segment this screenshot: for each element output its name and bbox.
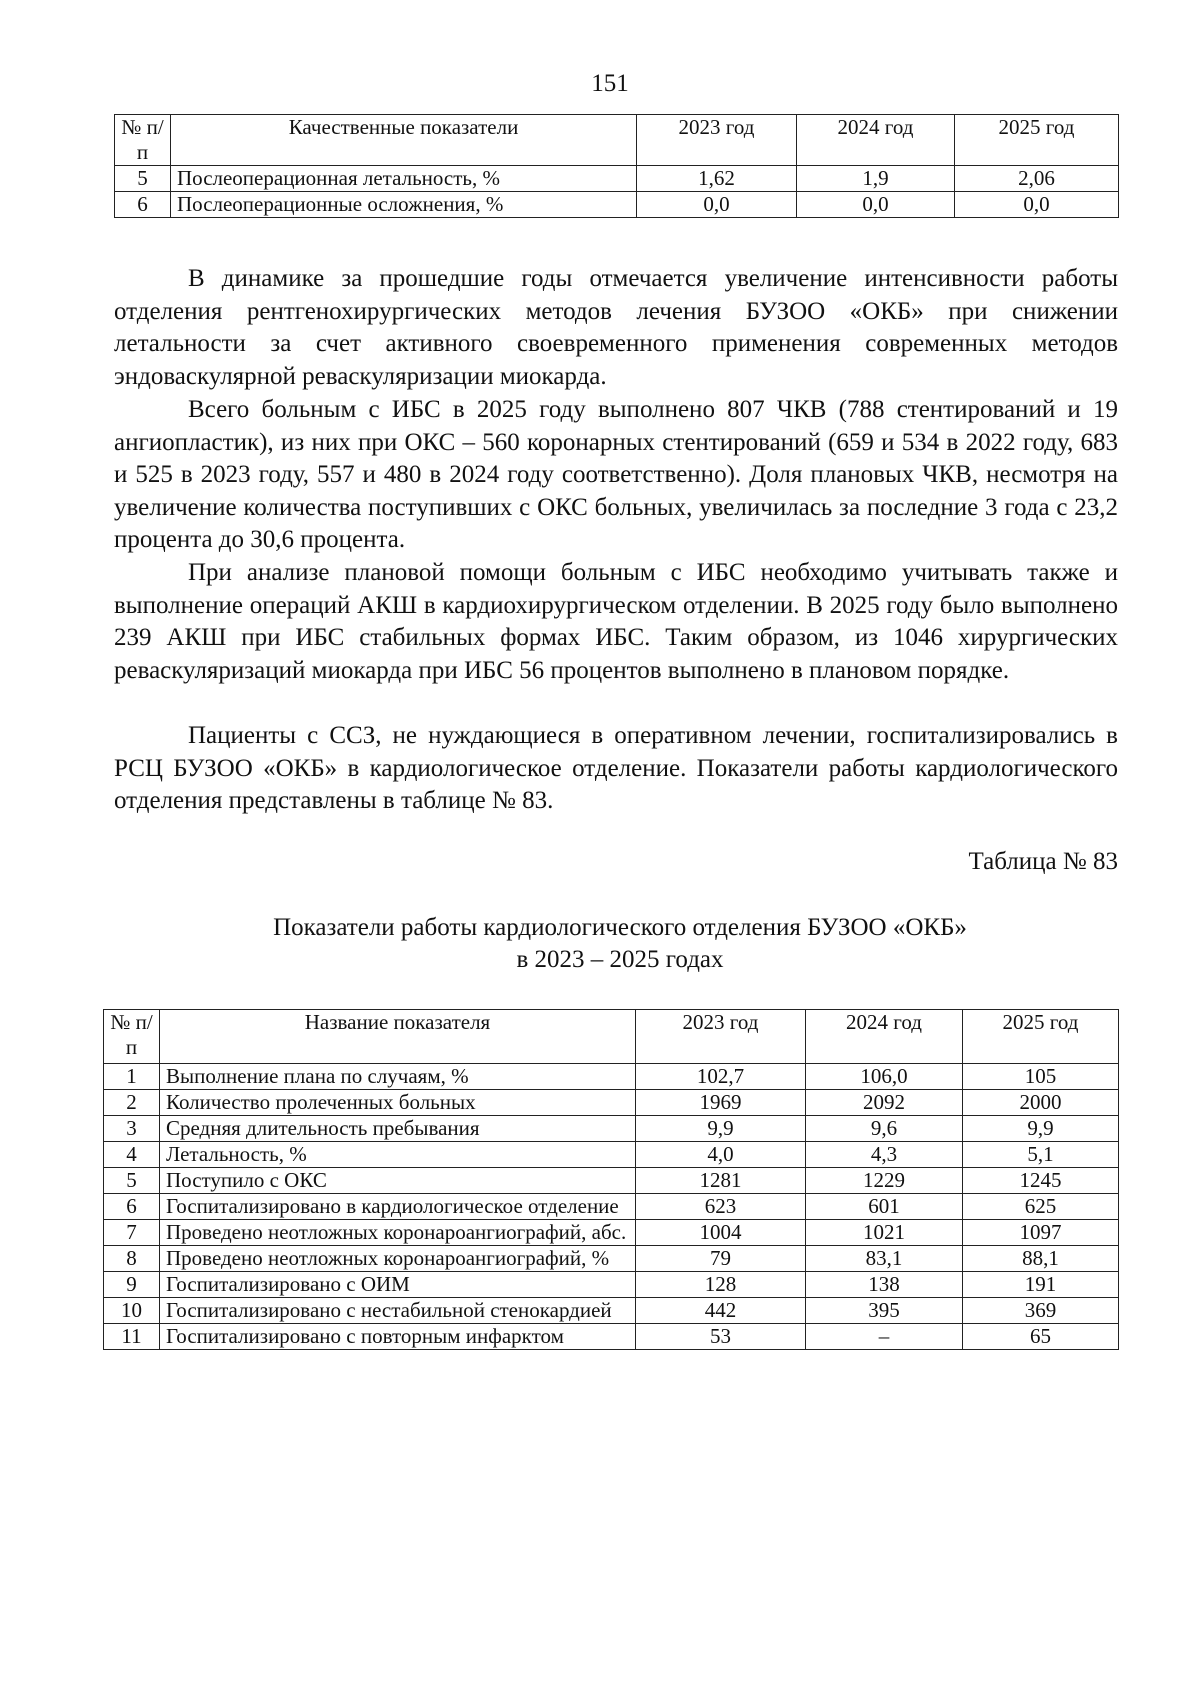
table-cell: 395 (806, 1298, 963, 1324)
table-cell: 369 (963, 1298, 1119, 1324)
table-cell: 625 (963, 1194, 1119, 1220)
column-header: Название показателя (160, 1010, 636, 1064)
table-header-row (104, 1010, 1119, 1064)
table-cell: – (806, 1324, 963, 1350)
table-subtitle: в 2023 – 2025 годах (516, 946, 724, 973)
table-cell: 65 (963, 1324, 1119, 1350)
table-row (104, 1090, 1119, 1116)
table-row (104, 1220, 1119, 1246)
table-cell: 2,06 (955, 166, 1119, 192)
table-cell: 9,9 (963, 1116, 1119, 1142)
table-cell: 6 (104, 1194, 160, 1220)
paragraph: Пациенты с ССЗ, не нуждающиеся в оперативном лечении, госпитализировались в РСЦ БУЗОО «ОКБ» в кардиологическое отделение. Показатели работы кардиологического отделения представлены в таблице № 83. (114, 722, 1118, 815)
table-label: Таблица № 83 (968, 848, 1118, 875)
table-cell: 53 (636, 1324, 806, 1350)
table-cell: 4,0 (636, 1142, 806, 1168)
table-row (104, 1116, 1119, 1142)
table-cell: 105 (963, 1064, 1119, 1090)
quality-indicators-table (114, 114, 1119, 218)
table-cell: 1 (104, 1064, 160, 1090)
table-row (104, 1194, 1119, 1220)
table-cell: 5 (104, 1168, 160, 1194)
table-cell: Послеоперационная летальность, % (171, 166, 637, 192)
table-cell: Летальность, % (160, 1142, 636, 1168)
table-cell: 1097 (963, 1220, 1119, 1246)
table-cell: 1,9 (797, 166, 955, 192)
table-cell: 5,1 (963, 1142, 1119, 1168)
table-cell: 7 (104, 1220, 160, 1246)
table-cell: 1004 (636, 1220, 806, 1246)
table-row (104, 1324, 1119, 1350)
column-header: 2025 год (955, 115, 1119, 166)
table-cell: 1021 (806, 1220, 963, 1246)
table-row (115, 166, 1119, 192)
table-cell: 6 (115, 192, 171, 218)
table-cell: 79 (636, 1246, 806, 1272)
table-cell: 0,0 (637, 192, 797, 218)
table-cell: 0,0 (797, 192, 955, 218)
table-cell: 2 (104, 1090, 160, 1116)
table-cell: 128 (636, 1272, 806, 1298)
table-cell: 106,0 (806, 1064, 963, 1090)
table-cell: 623 (636, 1194, 806, 1220)
table-cell: Выполнение плана по случаям, % (160, 1064, 636, 1090)
table-cell: 2000 (963, 1090, 1119, 1116)
table-header-row (115, 115, 1119, 166)
table-row (104, 1142, 1119, 1168)
table-cell: Средняя длительность пребывания (160, 1116, 636, 1142)
table-body (104, 1064, 1119, 1350)
table-cell: 1969 (636, 1090, 806, 1116)
table-cell: Госпитализировано с нестабильной стенокардией (160, 1298, 636, 1324)
paragraph: При анализе плановой помощи больным с ИБС необходимо учитывать также и выполнение операций АКШ в кардиохирургическом отделении. В 2025 году было выполнено 239 АКШ при ИБС стабильных формах ИБС. Таким образом, из 1046 хирургических реваскуляризаций миокарда при ИБС 56 процентов выполнено в плановом порядке. (114, 559, 1118, 684)
column-header: 2024 год (806, 1010, 963, 1064)
table-cell: 0,0 (955, 192, 1119, 218)
column-header: Качественные показатели (171, 115, 637, 166)
table-cell: 8 (104, 1246, 160, 1272)
page-number: 151 (591, 70, 629, 97)
table-cell: Послеоперационные осложнения, % (171, 192, 637, 218)
table-cell: 10 (104, 1298, 160, 1324)
table-cell: 9,6 (806, 1116, 963, 1142)
table-cell: 4 (104, 1142, 160, 1168)
table-row (104, 1064, 1119, 1090)
table-cell: 9,9 (636, 1116, 806, 1142)
table-title: Показатели работы кардиологического отделения БУЗОО «ОКБ» (273, 914, 967, 941)
table-cell: 138 (806, 1272, 963, 1298)
table-cell: Поступило с ОКС (160, 1168, 636, 1194)
table-cell: Госпитализировано с повторным инфарктом (160, 1324, 636, 1350)
table-row (104, 1272, 1119, 1298)
table-cell: 11 (104, 1324, 160, 1350)
table-cell: 9 (104, 1272, 160, 1298)
table-row (104, 1246, 1119, 1272)
column-header: № п/п (104, 1010, 160, 1064)
table-cell: 191 (963, 1272, 1119, 1298)
table-cell: Госпитализировано в кардиологическое отделение (160, 1194, 636, 1220)
table-cell: 5 (115, 166, 171, 192)
table-cell: Проведено неотложных коронароангиографий, абс. (160, 1220, 636, 1246)
column-header: 2023 год (637, 115, 797, 166)
table-cell: 83,1 (806, 1246, 963, 1272)
table-cell: 102,7 (636, 1064, 806, 1090)
paragraph: Всего больным с ИБС в 2025 году выполнено 807 ЧКВ (788 стентирований и 19 ангиопластик), из них при ОКС – 560 коронарных стентирований (659 и 534 в 2022 году, 683 и 525 в 2023 году, 557 и 480 в 2024 году соответственно). Доля плановых ЧКВ, несмотря на увеличение количества поступивших с ОКС больных, увеличилась за последние 3 года с 23,2 процента до 30,6 процента. (114, 396, 1118, 554)
table-cell: 442 (636, 1298, 806, 1324)
column-header: 2023 год (636, 1010, 806, 1064)
cardiology-indicators-table (103, 1009, 1119, 1350)
column-header: № п/п (115, 115, 171, 166)
table-cell: Проведено неотложных коронароангиографий, % (160, 1246, 636, 1272)
table-cell: 1245 (963, 1168, 1119, 1194)
table-cell: 1,62 (637, 166, 797, 192)
table-row (115, 192, 1119, 218)
paragraph: В динамике за прошедшие годы отмечается увеличение интенсивности работы отделения рентгенохирургических методов лечения БУЗОО «ОКБ» при снижении летальности за счет активного своевременного применения современных методов эндоваскулярной реваскуляризации миокарда. (114, 265, 1118, 390)
column-header: 2025 год (963, 1010, 1119, 1064)
table-cell: 88,1 (963, 1246, 1119, 1272)
table-cell: 1229 (806, 1168, 963, 1194)
table-cell: 3 (104, 1116, 160, 1142)
table-cell: 2092 (806, 1090, 963, 1116)
table-row (104, 1168, 1119, 1194)
column-header: 2024 год (797, 115, 955, 166)
table-cell: 4,3 (806, 1142, 963, 1168)
table-row (104, 1298, 1119, 1324)
table-cell: Количество пролеченных больных (160, 1090, 636, 1116)
table-cell: Госпитализировано с ОИМ (160, 1272, 636, 1298)
table-cell: 1281 (636, 1168, 806, 1194)
table-cell: 601 (806, 1194, 963, 1220)
